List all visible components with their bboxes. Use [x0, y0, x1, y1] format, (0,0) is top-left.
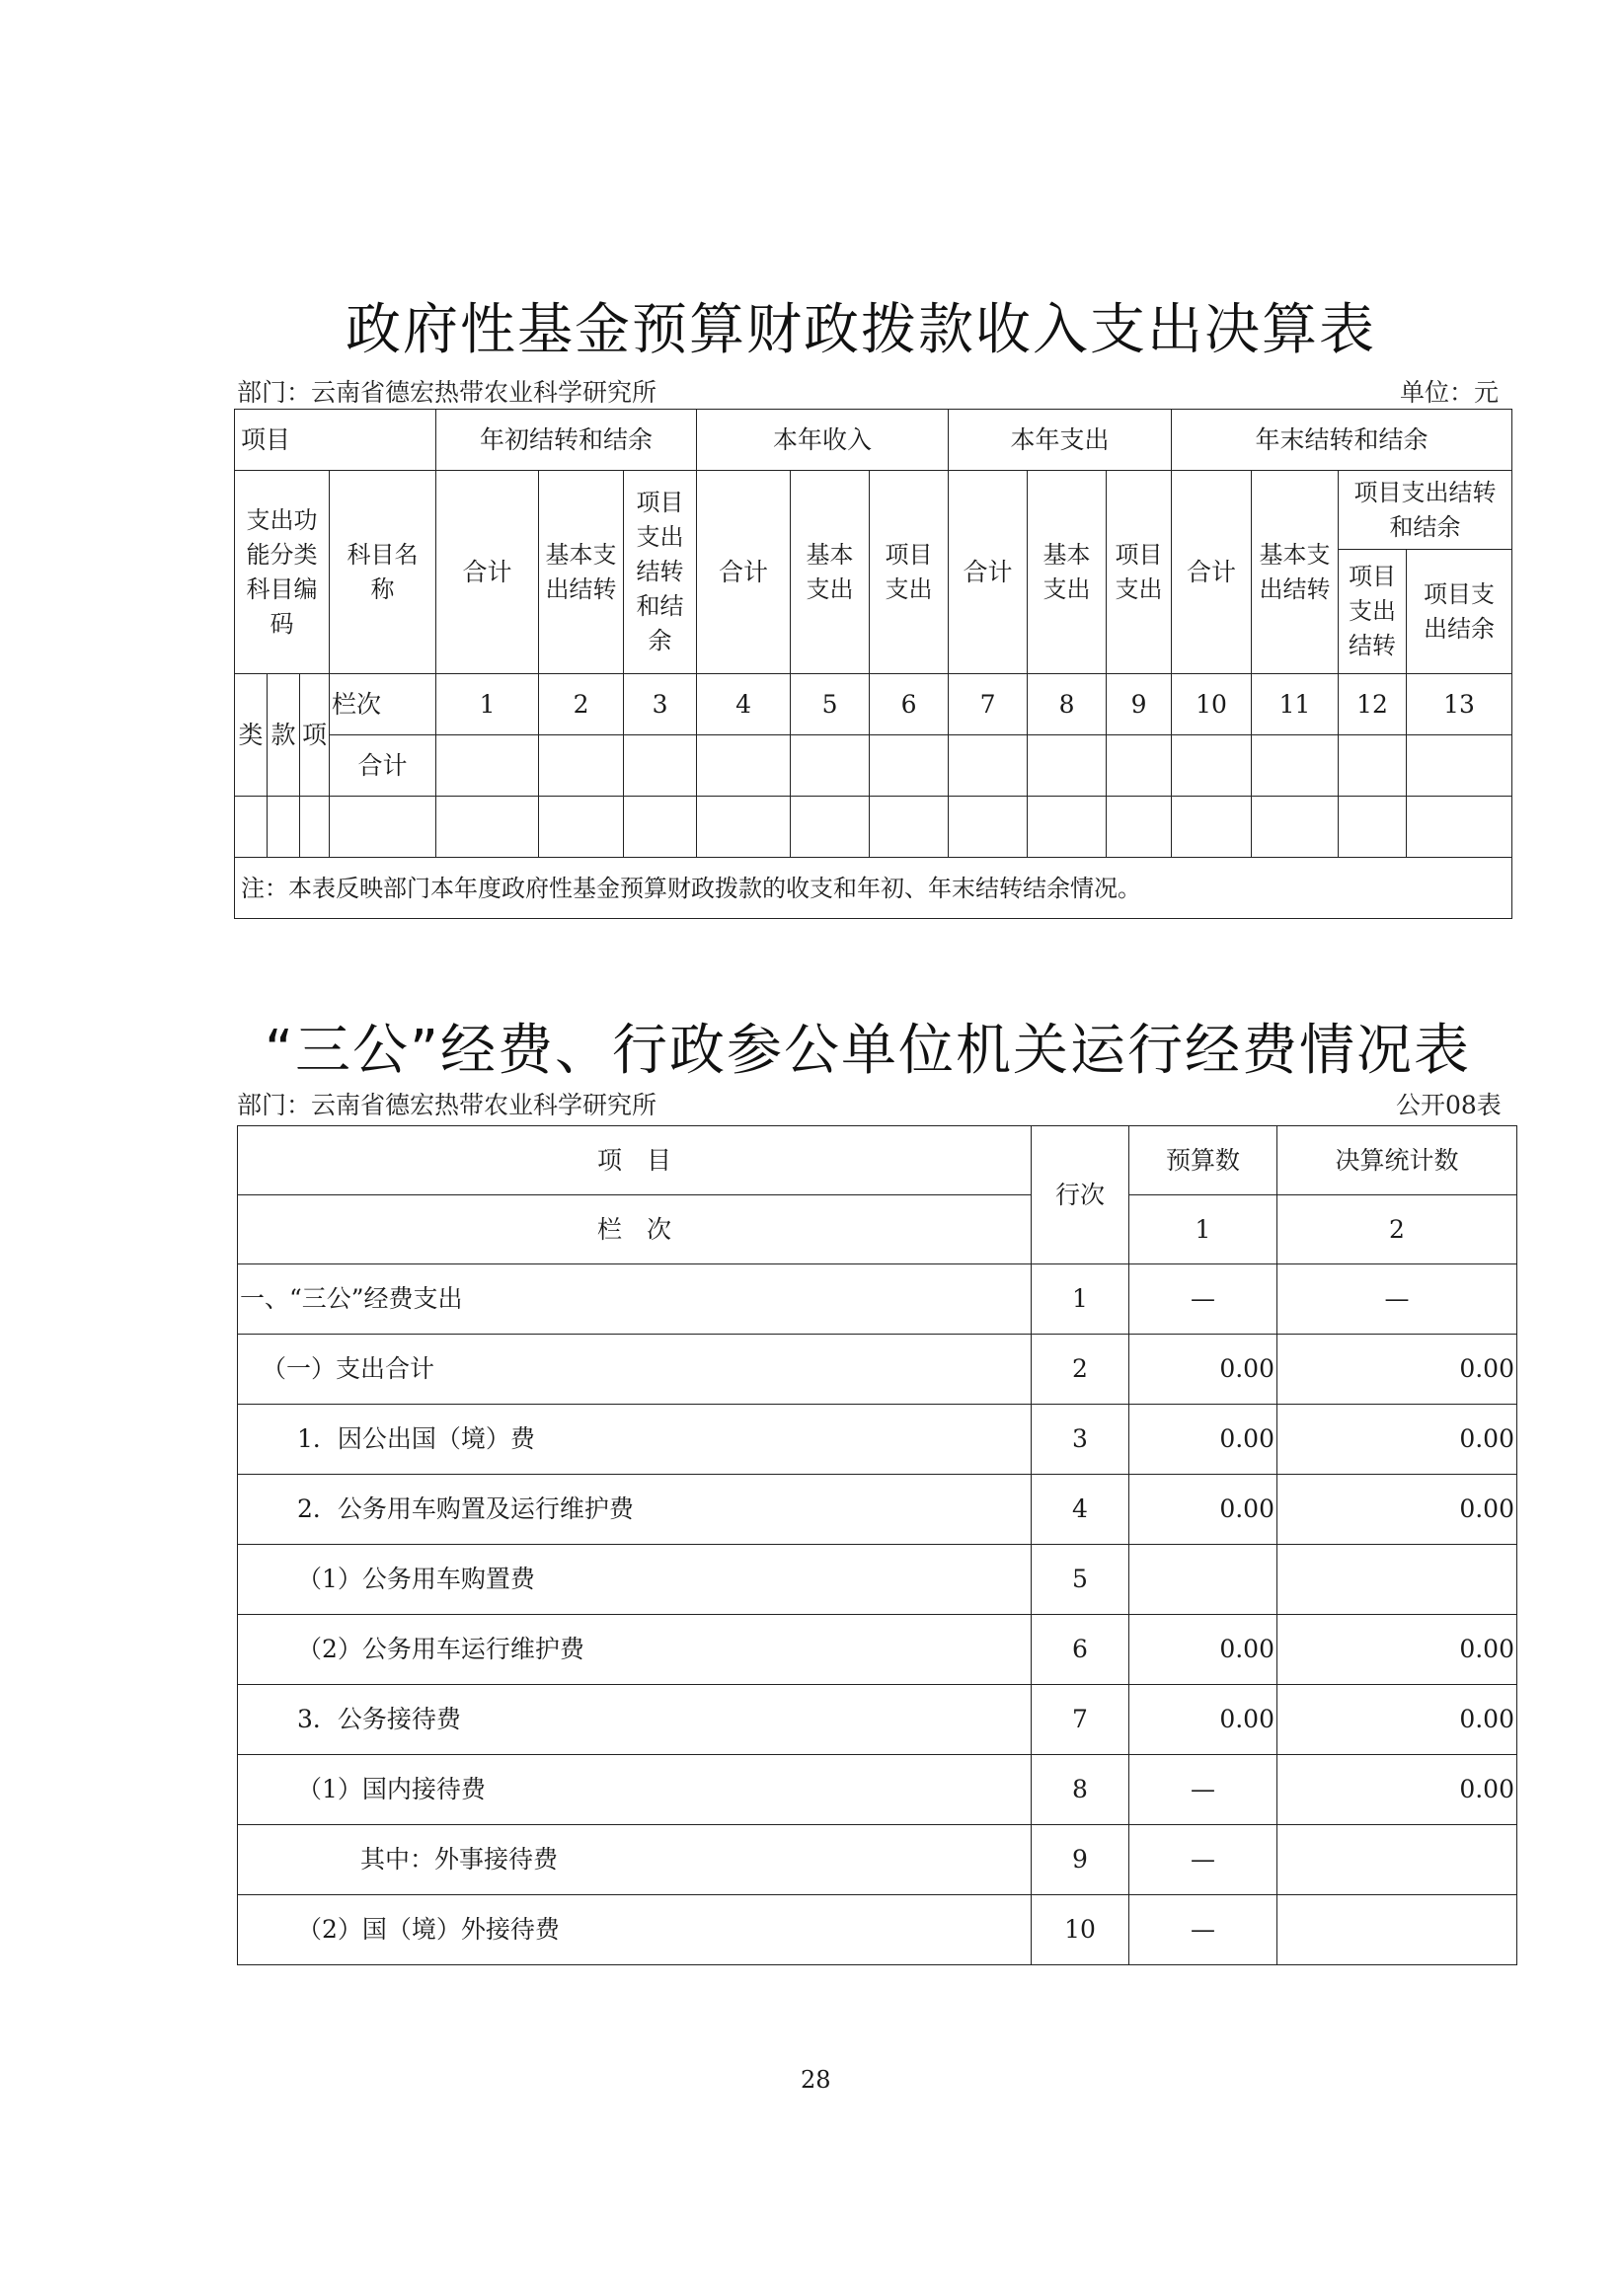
t2-row-label: 2．公务用车购置及运行维护费 [238, 1475, 1032, 1545]
t1-col-number: 12 [1339, 674, 1407, 735]
t1-col-number: 13 [1407, 674, 1512, 735]
table-row [238, 1755, 1517, 1825]
t2-row-budget: 0.00 [1129, 1475, 1277, 1545]
t2-row-final [1277, 1545, 1517, 1615]
t2-row-final: 0.00 [1277, 1475, 1517, 1545]
t1-cell [1339, 735, 1407, 797]
t2-row-label: （2）国（境）外接待费 [238, 1895, 1032, 1965]
t2-row-final [1277, 1825, 1517, 1895]
t1-header-begin: 年初结转和结余 [436, 410, 697, 471]
t2-row-no: 4 [1032, 1475, 1129, 1545]
table-row [238, 1264, 1517, 1335]
t2-row-label: 1．因公出国（境）费 [238, 1405, 1032, 1475]
t1-header-begin-total: 合计 [436, 471, 539, 674]
t2-header-col2: 2 [1277, 1195, 1517, 1264]
t2-row-budget: 0.00 [1129, 1335, 1277, 1405]
t1-header-subject-name: 科目名称 [330, 471, 436, 674]
t1-cell [1028, 735, 1107, 797]
table-row [238, 1895, 1517, 1965]
t1-col-number: 10 [1172, 674, 1252, 735]
t2-header-budget: 预算数 [1129, 1126, 1277, 1195]
t1-cell [436, 735, 539, 797]
t2-row-final: 0.00 [1277, 1615, 1517, 1685]
t1-sum-label: 合计 [330, 735, 436, 797]
table2 [237, 1125, 1517, 1965]
t2-row-budget: 0.00 [1129, 1405, 1277, 1475]
t1-header-income-proj: 项目支出 [870, 471, 949, 674]
t1-cell [1172, 735, 1252, 797]
t2-row-no: 5 [1032, 1545, 1129, 1615]
t1-cell [870, 735, 949, 797]
table-row [238, 1545, 1517, 1615]
t2-row-budget: 0.00 [1129, 1615, 1277, 1685]
table2-dept: 部门：云南省德宏热带农业科学研究所 [237, 1091, 657, 1119]
t1-cell [1407, 735, 1512, 797]
t1-header-end: 年末结转和结余 [1172, 410, 1512, 471]
t1-header-expense: 本年支出 [949, 410, 1172, 471]
t2-row-no: 9 [1032, 1825, 1129, 1895]
t1-empty-row [235, 797, 1512, 858]
table1-title: 政府性基金预算财政拨款收入支出决算表 [346, 298, 1376, 362]
t1-header-expense-proj: 项目支出 [1107, 471, 1172, 674]
page-number: 28 [801, 2066, 831, 2094]
t1-header-lei: 类 [235, 674, 268, 797]
t2-header-hangci: 行次 [1032, 1126, 1129, 1264]
t1-cell [1107, 735, 1172, 797]
t2-row-final [1277, 1895, 1517, 1965]
table-row [238, 1825, 1517, 1895]
t1-header-project: 项目 [235, 410, 436, 471]
table1-unit: 单位：元 [1400, 378, 1500, 407]
table-row [238, 1685, 1517, 1755]
t1-note: 注：本表反映部门本年度政府性基金预算财政拨款的收支和年初、年末结转结余情况。 [235, 858, 1512, 919]
t2-row-budget: — [1129, 1825, 1277, 1895]
t2-row-budget [1129, 1545, 1277, 1615]
t2-row-label: （1）国内接待费 [238, 1755, 1032, 1825]
t2-header-lanci: 栏 次 [238, 1195, 1032, 1264]
table2-title: “三公”经费、行政参公单位机关运行经费情况表 [265, 1019, 1472, 1083]
table-row [238, 1335, 1517, 1405]
t1-header-end-proj-carry-surplus: 项目支出结转和结余 [1339, 471, 1512, 550]
t1-header-income: 本年收入 [697, 410, 949, 471]
t2-row-no: 6 [1032, 1615, 1129, 1685]
t2-row-final: — [1277, 1264, 1517, 1335]
t1-header-income-total: 合计 [697, 471, 791, 674]
t1-cell [949, 735, 1028, 797]
t1-header-func-code: 支出功能分类科目编码 [235, 471, 330, 674]
t1-header-end-proj-surplus: 项目支出结余 [1407, 550, 1512, 674]
t2-row-final: 0.00 [1277, 1335, 1517, 1405]
t1-cell [624, 735, 697, 797]
table1 [234, 409, 1512, 919]
table-row [238, 1475, 1517, 1545]
t1-header-expense-basic: 基本支出 [1028, 471, 1107, 674]
t1-cell [1252, 735, 1339, 797]
t1-header-expense-total: 合计 [949, 471, 1028, 674]
t2-row-budget: — [1129, 1755, 1277, 1825]
t1-header-end-total: 合计 [1172, 471, 1252, 674]
t1-col-number: 6 [870, 674, 949, 735]
t2-row-no: 10 [1032, 1895, 1129, 1965]
t2-row-final: 0.00 [1277, 1405, 1517, 1475]
t2-header-col1: 1 [1129, 1195, 1277, 1264]
table-row [238, 1615, 1517, 1685]
t2-row-no: 8 [1032, 1755, 1129, 1825]
t2-row-label: （1）公务用车购置费 [238, 1545, 1032, 1615]
t2-row-no: 2 [1032, 1335, 1129, 1405]
t1-header-begin-proj-carry-surplus: 项目支出结转和结余 [624, 471, 697, 674]
t2-row-final: 0.00 [1277, 1685, 1517, 1755]
t1-col-number: 1 [436, 674, 539, 735]
t2-row-budget: — [1129, 1895, 1277, 1965]
t1-col-number: 5 [791, 674, 870, 735]
t1-cell [791, 735, 870, 797]
table-row [238, 1405, 1517, 1475]
t2-row-no: 1 [1032, 1264, 1129, 1335]
t2-row-label: （一）支出合计 [238, 1335, 1032, 1405]
t1-col-number: 7 [949, 674, 1028, 735]
t1-header-kuan: 款 [268, 674, 300, 797]
t2-row-budget: — [1129, 1264, 1277, 1335]
t1-header-begin-basic-carry: 基本支出结转 [539, 471, 624, 674]
t2-header-final: 决算统计数 [1277, 1126, 1517, 1195]
t2-row-label: （2）公务用车运行维护费 [238, 1615, 1032, 1685]
t1-header-end-proj-carry: 项目支出结转 [1339, 550, 1407, 674]
table1-dept: 部门：云南省德宏热带农业科学研究所 [237, 378, 657, 407]
t1-col-number: 3 [624, 674, 697, 735]
t1-col-number: 2 [539, 674, 624, 735]
t2-row-final: 0.00 [1277, 1755, 1517, 1825]
table2-code: 公开08表 [1396, 1091, 1502, 1119]
t1-header-end-basic-carry: 基本支出结转 [1252, 471, 1339, 674]
t1-col-number: 11 [1252, 674, 1339, 735]
t2-row-no: 7 [1032, 1685, 1129, 1755]
t1-col-number: 9 [1107, 674, 1172, 735]
t2-row-budget: 0.00 [1129, 1685, 1277, 1755]
t1-header-income-basic: 基本支出 [791, 471, 870, 674]
t1-cell [697, 735, 791, 797]
t2-header-project: 项 目 [238, 1126, 1032, 1195]
t2-row-no: 3 [1032, 1405, 1129, 1475]
t1-col-number: 8 [1028, 674, 1107, 735]
t2-row-label: 其中：外事接待费 [238, 1825, 1032, 1895]
t2-row-label: 一、“三公”经费支出 [238, 1264, 1032, 1335]
t1-header-xiang: 项 [300, 674, 330, 797]
t1-lanci-label: 栏次 [330, 674, 436, 735]
t1-cell [539, 735, 624, 797]
t1-col-number: 4 [697, 674, 791, 735]
t2-row-label: 3．公务接待费 [238, 1685, 1032, 1755]
